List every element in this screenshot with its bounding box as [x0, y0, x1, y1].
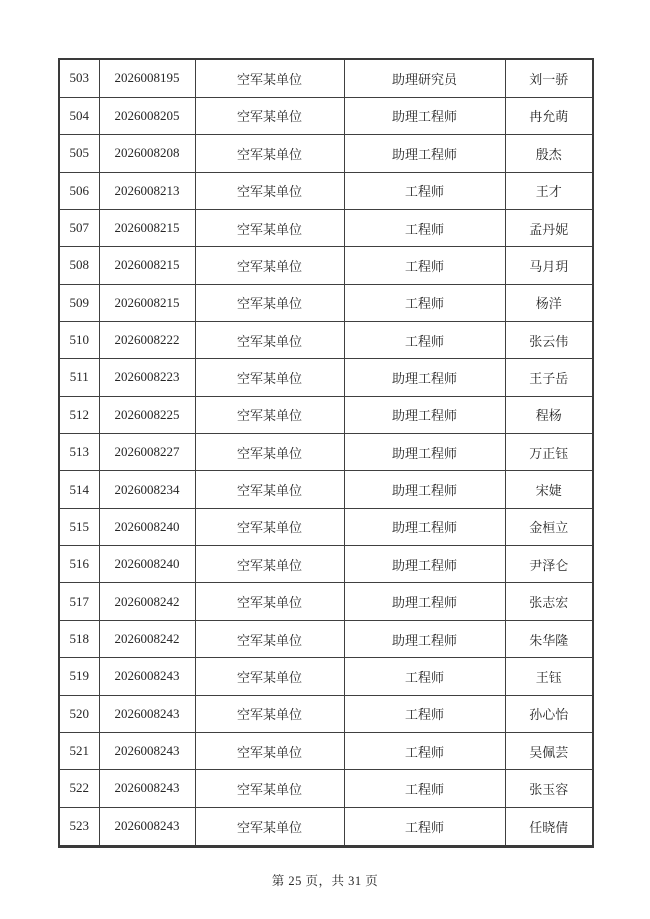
cell-id: 2026008223: [99, 359, 195, 396]
table-row: [59, 583, 593, 620]
table-row: [59, 321, 593, 358]
cell-name: 张云伟: [505, 321, 593, 358]
cell-unit: 空军某单位: [195, 321, 344, 358]
cell-unit: 空军某单位: [195, 508, 344, 545]
cell-title: 工程师: [344, 247, 505, 284]
cell-serial: 523: [59, 807, 99, 846]
table-row: [59, 135, 593, 172]
cell-unit: 空军某单位: [195, 620, 344, 657]
cell-serial: 509: [59, 284, 99, 321]
cell-title: 工程师: [344, 172, 505, 209]
cell-serial: 503: [59, 59, 99, 97]
cell-serial: 507: [59, 209, 99, 246]
cell-serial: 515: [59, 508, 99, 545]
cell-id: 2026008243: [99, 807, 195, 846]
cell-id: 2026008243: [99, 732, 195, 769]
cell-name: 张志宏: [505, 583, 593, 620]
table-row: [59, 508, 593, 545]
cell-name: 孙心怡: [505, 695, 593, 732]
cell-title: 工程师: [344, 658, 505, 695]
cell-name: 刘一骄: [505, 59, 593, 97]
cell-id: 2026008242: [99, 620, 195, 657]
table-row: [59, 247, 593, 284]
cell-title: 工程师: [344, 209, 505, 246]
table-row: [59, 546, 593, 583]
cell-name: 尹泽仑: [505, 546, 593, 583]
cell-title: 助理工程师: [344, 135, 505, 172]
cell-id: 2026008242: [99, 583, 195, 620]
cell-id: 2026008234: [99, 471, 195, 508]
cell-unit: 空军某单位: [195, 807, 344, 846]
cell-title: 助理工程师: [344, 434, 505, 471]
cell-name: 吴佩芸: [505, 732, 593, 769]
cell-serial: 513: [59, 434, 99, 471]
cell-title: 助理工程师: [344, 97, 505, 134]
cell-title: 工程师: [344, 732, 505, 769]
cell-id: 2026008208: [99, 135, 195, 172]
cell-title: 助理工程师: [344, 620, 505, 657]
cell-id: 2026008222: [99, 321, 195, 358]
cell-unit: 空军某单位: [195, 284, 344, 321]
cell-name: 王钰: [505, 658, 593, 695]
cell-unit: 空军某单位: [195, 359, 344, 396]
cell-serial: 512: [59, 396, 99, 433]
cell-id: 2026008225: [99, 396, 195, 433]
table-row: [59, 396, 593, 433]
cell-title: 助理工程师: [344, 359, 505, 396]
table-row: [59, 471, 593, 508]
page-number-footer: 第 25 页，共 31 页: [271, 874, 379, 888]
table-row: [59, 620, 593, 657]
table-row: [59, 59, 593, 97]
cell-id: 2026008215: [99, 284, 195, 321]
table-row: [59, 209, 593, 246]
table-row: [59, 97, 593, 134]
cell-title: 助理工程师: [344, 546, 505, 583]
cell-id: 2026008243: [99, 658, 195, 695]
cell-name: 张玉容: [505, 770, 593, 807]
cell-unit: 空军某单位: [195, 471, 344, 508]
cell-id: 2026008240: [99, 508, 195, 545]
cell-name: 冉允萌: [505, 97, 593, 134]
cell-unit: 空军某单位: [195, 135, 344, 172]
cell-title: 助理研究员: [344, 59, 505, 97]
cell-unit: 空军某单位: [195, 732, 344, 769]
cell-unit: 空军某单位: [195, 546, 344, 583]
cell-unit: 空军某单位: [195, 770, 344, 807]
cell-id: 2026008240: [99, 546, 195, 583]
cell-serial: 519: [59, 658, 99, 695]
table-row: [59, 359, 593, 396]
cell-unit: 空军某单位: [195, 658, 344, 695]
cell-id: 2026008243: [99, 770, 195, 807]
cell-serial: 522: [59, 770, 99, 807]
cell-unit: 空军某单位: [195, 247, 344, 284]
cell-serial: 514: [59, 471, 99, 508]
cell-title: 工程师: [344, 284, 505, 321]
cell-name: 任晓倩: [505, 807, 593, 846]
cell-name: 王子岳: [505, 359, 593, 396]
table-row: [59, 807, 593, 846]
cell-id: 2026008215: [99, 209, 195, 246]
cell-unit: 空军某单位: [195, 97, 344, 134]
cell-name: 万正钰: [505, 434, 593, 471]
cell-title: 助理工程师: [344, 471, 505, 508]
table-row: [59, 658, 593, 695]
cell-title: 工程师: [344, 807, 505, 846]
cell-serial: 511: [59, 359, 99, 396]
cell-serial: 516: [59, 546, 99, 583]
cell-serial: 517: [59, 583, 99, 620]
cell-unit: 空军某单位: [195, 583, 344, 620]
cell-id: 2026008205: [99, 97, 195, 134]
cell-id: 2026008195: [99, 59, 195, 97]
table-row: [59, 172, 593, 209]
cell-name: 杨洋: [505, 284, 593, 321]
cell-name: 王才: [505, 172, 593, 209]
cell-serial: 508: [59, 247, 99, 284]
cell-name: 殷杰: [505, 135, 593, 172]
table-row: [59, 434, 593, 471]
cell-name: 马月玥: [505, 247, 593, 284]
cell-serial: 520: [59, 695, 99, 732]
cell-serial: 521: [59, 732, 99, 769]
cell-title: 工程师: [344, 695, 505, 732]
cell-unit: 空军某单位: [195, 434, 344, 471]
cell-id: 2026008215: [99, 247, 195, 284]
cell-id: 2026008243: [99, 695, 195, 732]
table-body: [59, 59, 593, 847]
cell-name: 程杨: [505, 396, 593, 433]
table-row: [59, 284, 593, 321]
cell-serial: 518: [59, 620, 99, 657]
cell-id: 2026008213: [99, 172, 195, 209]
cell-title: 助理工程师: [344, 396, 505, 433]
cell-name: 金桓立: [505, 508, 593, 545]
cell-serial: 505: [59, 135, 99, 172]
table-row: [59, 732, 593, 769]
cell-title: 助理工程师: [344, 508, 505, 545]
cell-unit: 空军某单位: [195, 396, 344, 433]
cell-name: 孟丹妮: [505, 209, 593, 246]
cell-serial: 504: [59, 97, 99, 134]
cell-name: 宋婕: [505, 471, 593, 508]
cell-name: 朱华隆: [505, 620, 593, 657]
cell-unit: 空军某单位: [195, 209, 344, 246]
cell-title: 助理工程师: [344, 583, 505, 620]
cell-id: 2026008227: [99, 434, 195, 471]
cell-title: 工程师: [344, 321, 505, 358]
cell-unit: 空军某单位: [195, 59, 344, 97]
cell-title: 工程师: [344, 770, 505, 807]
cell-unit: 空军某单位: [195, 695, 344, 732]
cell-serial: 506: [59, 172, 99, 209]
table-row: [59, 770, 593, 807]
personnel-roster-table: [58, 58, 594, 848]
cell-serial: 510: [59, 321, 99, 358]
cell-unit: 空军某单位: [195, 172, 344, 209]
table-row: [59, 695, 593, 732]
